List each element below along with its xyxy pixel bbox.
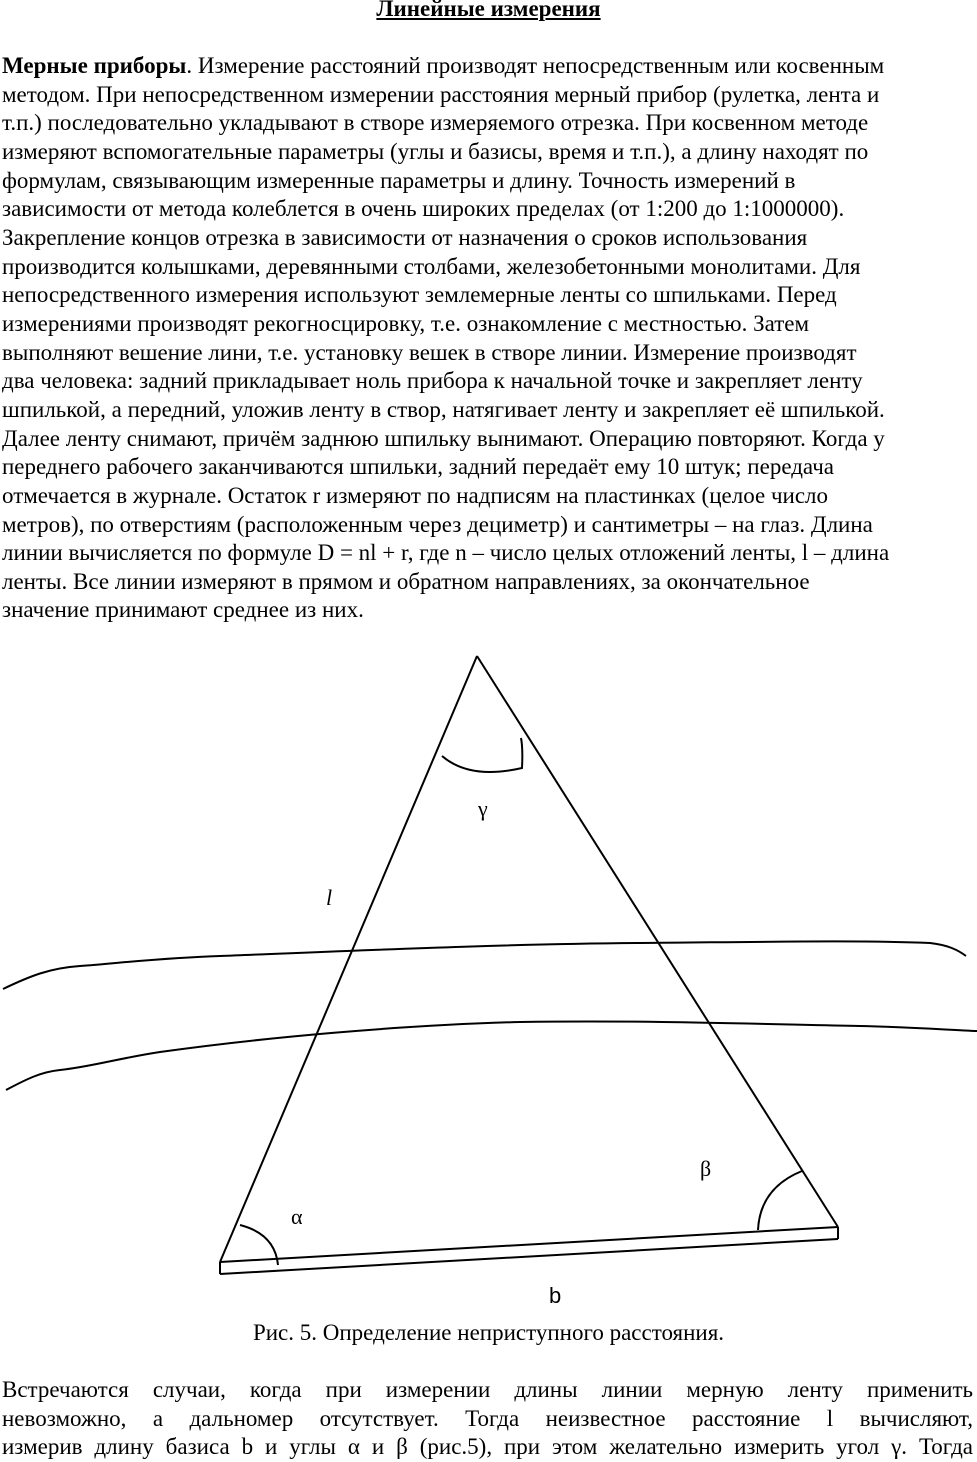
label-gamma: γ xyxy=(478,796,488,821)
figure-inaccessible-distance xyxy=(0,640,977,1310)
paragraph-line: ленты. Все линии измеряют в прямом и обратном направлениях, за окончательное xyxy=(2,568,810,594)
section-heading: Мерные приборы xyxy=(2,53,187,78)
label-l: l xyxy=(326,885,333,910)
paragraph-line: методом. При непосредственном измерении расстояния мерный прибор (рулетка, лента и xyxy=(2,81,880,107)
bottom-paragraph-line: невозможно, а дальномер отсутствует. Тогда неизвестное расстояние l вычисляют, xyxy=(2,1405,973,1431)
paragraph-line: непосредственного измерения используют землемерные ленты со шпильками. Перед xyxy=(2,282,837,308)
paragraph-line: измерениями производят рекогносцировку, т.е. ознакомление с местностью. Затем xyxy=(2,310,810,336)
paragraph-line: т.п.) последовательно укладывают в створе измеряемого отрезка. При косвенном методе xyxy=(2,110,869,136)
paragraph-line: метров), по отверстиям (расположенным через дециметр) и сантиметры – на глаз. Длина xyxy=(2,511,873,537)
bottom-paragraph-line: Встречаются случаи, когда при измерении длины линии мерную ленту применить xyxy=(2,1377,973,1402)
label-b: b xyxy=(549,1283,562,1308)
paragraph-line: шпилькой, а передний, уложив ленту в створ, натягивает ленту и закрепляет её шпилькой. xyxy=(2,396,885,422)
paragraph-line: производится колышками, деревянными столбами, железобетонными монолитами. Для xyxy=(2,253,861,279)
paragraph-line: два человека: задний прикладывает ноль прибора к начальной точке и закрепляет ленту xyxy=(2,368,863,394)
angle-arc-beta xyxy=(758,1171,802,1230)
river-bank-lower xyxy=(6,1021,977,1090)
label-alpha: α xyxy=(291,1204,303,1229)
angle-arc-gamma xyxy=(442,738,522,772)
bottom-paragraph xyxy=(2,1376,973,1462)
main-paragraph xyxy=(2,52,977,625)
paragraph-line: выполняют вешение лини, т.е. установку вешек в створе линии. Измерение производят xyxy=(2,339,857,365)
paragraph-line: формулам, связывающим измеренные параметры и длину. Точность измерений в xyxy=(2,167,796,193)
paragraph-line xyxy=(2,52,977,81)
paragraph-line: Далее ленту снимают, причём заднюю шпильку вынимают. Операцию повторяют. Когда у xyxy=(2,425,885,451)
paragraph-line: Закрепление концов отрезка в зависимости от назначения о сроков использования xyxy=(2,224,808,250)
paragraph-line: отмечается в журнале. Остаток r измеряют по надписям на пластинках (целое число xyxy=(2,482,829,508)
paragraph-line: переднего рабочего заканчиваются шпильки, задний передаёт ему 10 штук; передача xyxy=(2,454,834,480)
paragraph-line: значение принимают среднее из них. xyxy=(2,597,364,623)
bottom-paragraph-line: измерив длину базиса b и углы α и β (рис.5), при этом желательно измерить угол γ. Тогда xyxy=(2,1434,973,1459)
figure-caption: Рис. 5. Определение неприступного расстояния. xyxy=(252,1320,725,1345)
triangle-diagram xyxy=(0,640,977,1310)
paragraph-line: измеряют вспомогательные параметры (углы и базисы, время и т.п.), а длину находят по xyxy=(2,138,869,164)
triangle-side-l xyxy=(220,656,477,1262)
page-title: Линейные измерения xyxy=(376,0,601,21)
paragraph-line: зависимости от метода колеблется в очень широких пределах (от 1:200 до 1:1000000). xyxy=(2,196,845,222)
paragraph-line: линии вычисляется по формуле D = nl + r, где n – число целых отложений ленты, l – длина xyxy=(2,540,890,566)
river-bank-upper xyxy=(3,941,966,989)
paragraph-line-text: . Измерение расстояний производят непосредственным или косвенным xyxy=(186,53,885,78)
label-beta: β xyxy=(700,1156,712,1181)
